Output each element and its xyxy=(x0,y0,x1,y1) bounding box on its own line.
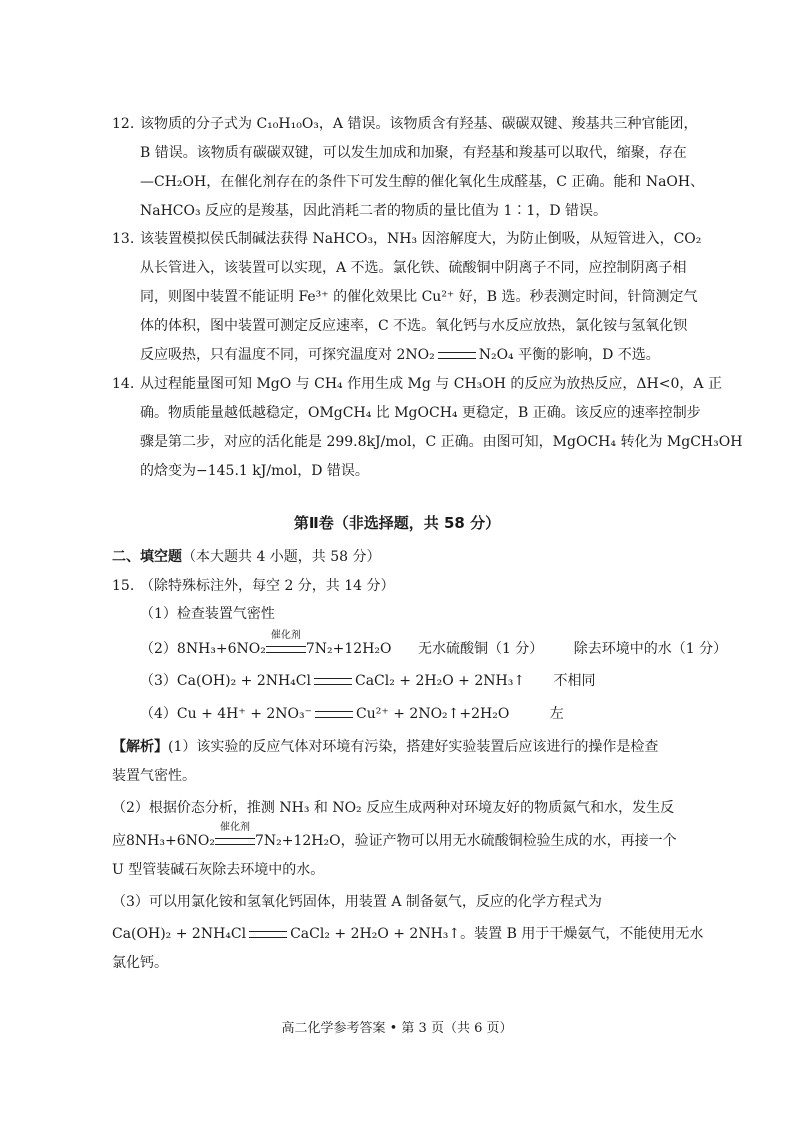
item-number: 13. xyxy=(112,231,135,247)
part-heading: 二、填空题（本大题共 4 小题，共 58 分） xyxy=(112,549,381,565)
answer-part-2: （2）8NH₃+6NO₂ 催化剂 7N₂+12H₂O 无水硫酸铜（1 分） 除去环境中的水（1 分） xyxy=(140,630,728,657)
analysis: 【解析】(1）该实验的反应气体对环境有污染，搭建好实验装置后应该进行的操作是检查 装置气密性。 （2）根据价态分析，推测 NH₃ 和 NO₂ 反应生成两种对环境友好的物质氮气和水，发生反 应8NH₃+6NO₂ 催化剂 7N₂+12H₂O，验证产物可以用无水硫酸铜检验生成的水，再接一个 U 型管装碱石灰除去环境中的水。 （3）可以用氯化铵和氢氧化钙固体，用装置 A 制备氨气，反应的化学方程式为 Ca(OH)₂ + 2NH₄Cl CaCl₂ + 2H₂O + 2NH₃↑。装置 B 用于干燥氨气，不能使用无水 氯化钙。 xyxy=(112,739,704,971)
answer-part-1: （1）检查装置气密性 xyxy=(140,606,275,622)
equals-arrow-icon xyxy=(249,931,287,938)
item-number: 15. xyxy=(112,578,135,594)
catalyst-arrow-icon: 催化剂 xyxy=(266,634,306,656)
equilibrium-arrow-icon xyxy=(438,352,476,359)
catalyst-arrow-icon: 催化剂 xyxy=(215,826,255,848)
equals-arrow-icon xyxy=(315,711,353,718)
answer-text: 该装置模拟侯氏制碱法获得 NaHCO₃，NH₃ 因溶解度大，为防止倒吸，从短管进入，CO₂ 从长管进入，该装置可以实现，A 不选。氯化铁、硫酸铜中阴离子不同，应控制阴离子相 同，则图中装置不能证明 Fe³⁺ 的催化效果比 Cu²⁺ 好，B 选。秒表测定时间，针筒测定气 体的体积，图中装置可测定反应速率，C 不选。氧化钙与水反应放热，氯化铵与氢氧化钡 反应吸热，只有温度不同，可探究温度对 2NO₂ N₂O₄ 平衡的影响，D 不选。 xyxy=(140,231,702,363)
equals-arrow-icon xyxy=(314,678,352,685)
answer-part-3: （3）Ca(OH)₂ + 2NH₄Cl CaCl₂ + 2H₂O + 2NH₃↑ 不相同 xyxy=(140,673,596,689)
answer-part-4: （4）Cu + 4H⁺ + 2NO₃⁻ Cu²⁺ + 2NO₂↑+2H₂O 左 xyxy=(140,706,564,722)
answer-text: 从过程能量图可知 MgO 与 CH₄ 作用生成 Mg 与 CH₃OH 的反应为放热反应，ΔH<0，A 正 确。物质能量越低越稳定，OMgCH₄ 比 MgOCH₄ 更稳定，B 正确。该反应的速率控制步 骤是第二步，对应的活化能是 299.8kJ/mol，C 正确。由图可知，MgOCH₄ 转化为 MgCH₃OH 的焓变为−145.1 kJ/mol，D 错误。 xyxy=(140,376,743,479)
section-title: 第Ⅱ卷（非选择题，共 58 分） xyxy=(293,514,501,532)
score-note: （除特殊标注外，每空 2 分，共 14 分） xyxy=(140,578,395,594)
answer-text: 该物质的分子式为 C₁₀H₁₀O₃，A 错误。该物质含有羟基、碳碳双键、羧基共三种官能团， B 错误。该物质有碳碳双键，可以发生加成和加聚，有羟基和羧基可以取代，缩聚，存在 —CH₂OH，在催化剂存在的条件下可发生醇的催化氧化生成醛基，C 正确。能和 NaOH、 NaHCO₃ 反应的是羧基，因此消耗二者的物质的量比值为 1∶1，D 错误。 xyxy=(140,116,705,219)
item-number: 14. xyxy=(112,376,135,392)
item-number: 12. xyxy=(112,116,135,132)
page-footer: 高二化学参考答案 • 第 3 页（共 6 页） xyxy=(281,1021,513,1036)
